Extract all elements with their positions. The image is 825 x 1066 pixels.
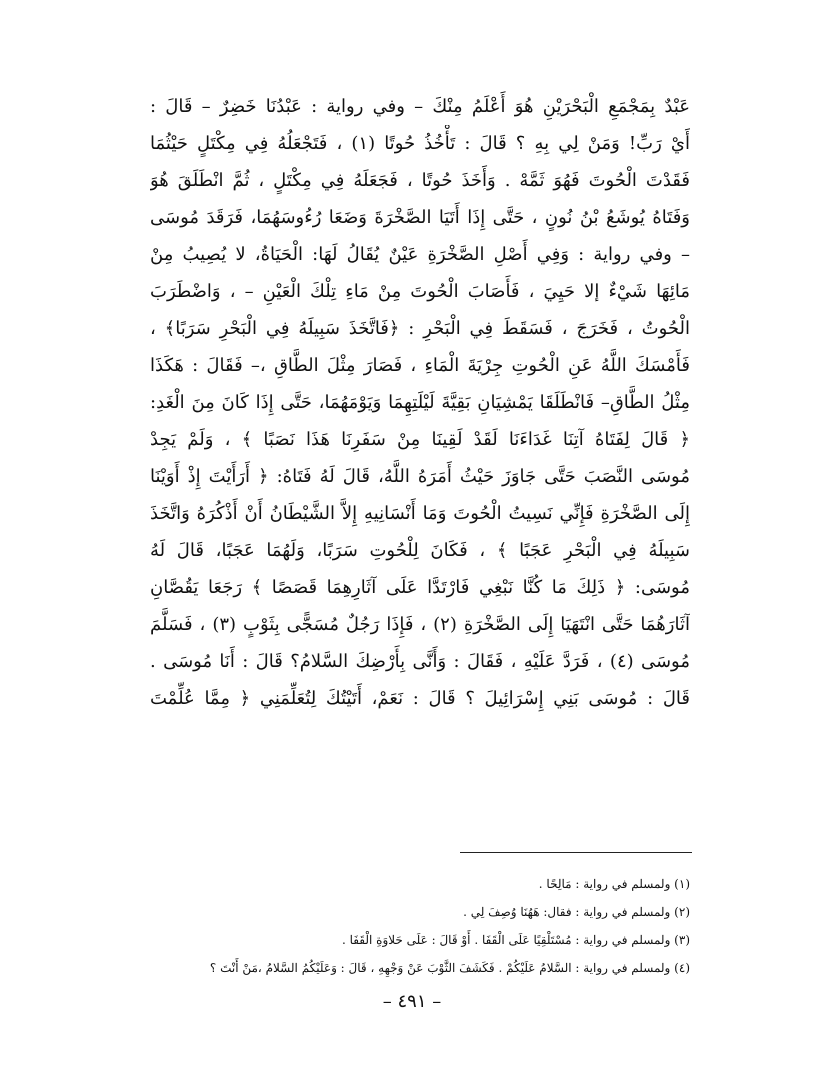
text-line: أَيْ رَبِّ! وَمَنْ لِي بِهِ ؟ قَالَ : تَأْخُذُ حُوتًا (١) ، فَتَجْعَلُهُ فِي مِكْتَلٍ حَيْثُمَا	[150, 133, 690, 154]
text-line: مُوسَى: ﴿ ذَلِكَ مَا كُنَّا نَبْغِي فَارْتَدَّا عَلَى آثَارِهِمَا قَصَصًا ﴾ رَجَعَا يَقُصَّانِ	[150, 577, 690, 598]
page-number: – ٤٩١ –	[382, 991, 442, 1012]
footnote-3: (٣) ولمسلم في رواية : مُسْتَلْقِيًا عَلَى الْقَفَا . أَوْ قَالَ : عَلَى حَلاوَةِ الْقَفَا .	[341, 933, 690, 947]
text-line: فَقَدْتَ الْحُوتَ فَهُوَ ثَمَّهْ . وَأَخَذَ حُوتًا ، فَجَعَلَهُ فِي مِكْتَلٍ ، ثُمَّ انْطَلَقَ هُوَ	[150, 170, 690, 191]
footnote-4: (٤) ولمسلم في رواية : السَّلامُ عَلَيْكُمْ . فَكَشَفَ الثَّوْبَ عَنْ وَجْهِهِ ، قَالَ : وَعَلَيْكُمُ السَّلامُ ،مَنْ أَنْتَ ؟	[209, 961, 690, 975]
text-line: سَبِيلَهُ فِي الْبَحْرِ عَجَبًا ﴾ ، فَكَانَ لِلْحُوتِ سَرَبًا، وَلَهُمَا عَجَبًا، قَالَ لَهُ	[150, 540, 690, 561]
text-line: وَفَتَاهُ يُوشَعُ بْنُ نُونٍ ، حَتَّى إِذَا أَتَيَا الصَّخْرَةَ وَضَعَا رُءُوسَهُمَا، فَرَقَدَ مُوسَى	[150, 207, 690, 228]
footnote-separator	[460, 852, 692, 853]
main-text	[150, 88, 690, 717]
text-line: مُوسَى (٤) ، فَرَدَّ عَلَيْهِ ، فَقَالَ : وَأَنَّى بِأَرْضِكَ السَّلامُ؟ قَالَ : أَنَا مُوسَى .	[150, 651, 690, 672]
text-line: عَبْدٌ بِمَجْمَعِ الْبَحْرَيْنِ هُوَ أَعْلَمُ مِنْكَ – وفي رواية : عَبْدُنَا خَضِرٌ – قَالَ :	[150, 96, 690, 117]
text-line: مُوسَى النَّصَبَ حَتَّى جَاوَزَ حَيْثُ أَمَرَهُ اللَّهُ، قَالَ لَهُ فَتَاهُ: ﴿ أَرَأَيْتَ إِذْ أَوَيْنَا	[150, 466, 690, 487]
text-line: مِثْلُ الطَّاقِ– فَانْطَلَقَا يَمْشِيَانِ بَقِيَّةَ لَيْلَتِهِمَا وَيَوْمَهُمَا، حَتَّى إِذَا كَانَ مِنَ الْغَدِ:	[150, 392, 690, 413]
text-line: ﴿ قَالَ لِفَتَاهُ آتِنَا غَدَاءَنَا لَقَدْ لَقِينَا مِنْ سَفَرِنَا هَذَا نَصَبًا ﴾ ، وَلَمْ يَجِدْ	[150, 429, 690, 450]
text-line: إِلَى الصَّخْرَةِ فَإِنِّي نَسِيتُ الْحُوتَ وَمَا أَنْسَانِيهِ إِلاَّ الشَّيْطَانُ أَنْ أَذْكُرَهُ وَاتَّخَذَ	[150, 503, 690, 524]
footnote-2: (٢) ولمسلم في رواية : فقال: هَهُنَا وُصِفَ لِي .	[463, 905, 690, 919]
text-line: آثَارَهُمَا حَتَّى انْتَهَيَا إِلَى الصَّخْرَةِ (٢) ، فَإِذَا رَجُلٌ مُسَجًّى بِثَوْبٍ (٣) ، فَسَلَّمَ	[150, 614, 690, 635]
text-line: الْحُوتُ ، فَخَرَجَ ، فَسَقَطَ فِي الْبَحْرِ : ﴿فَاتَّخَذَ سَبِيلَهُ فِي الْبَحْرِ سَرَبًا﴾ ،	[150, 318, 690, 339]
text-line: فَأَمْسَكَ اللَّهُ عَنِ الْحُوتِ جِرْيَةَ الْمَاءِ ، فَصَارَ مِثْلَ الطَّاقِ ،– فَقَالَ : هَكَذَا	[150, 355, 690, 376]
text-line: – وفي رواية : وَفِي أَصْلِ الصَّخْرَةِ عَيْنٌ يُقَالُ لَهَا: الْحَيَاةُ، لا يُصِيبُ مِنْ	[150, 244, 690, 265]
text-line: قَالَ : مُوسَى بَنِي إِسْرَائِيلَ ؟ قَالَ : نَعَمْ، أَتَيْتُكَ لِتُعَلِّمَنِي ﴿ مِمَّا عُلِّمْتَ	[150, 688, 690, 709]
footnote-1: (١) ولمسلم في رواية : مَالِحًا .	[538, 877, 690, 891]
text-line: مَائِهَا شَيْءٌ إلا حَيِيَ ، فَأَصَابَ الْحُوتَ مِنْ مَاءِ تِلْكَ الْعَيْنِ – ، وَاضْطَرَبَ	[150, 281, 690, 302]
footnotes	[150, 870, 690, 982]
